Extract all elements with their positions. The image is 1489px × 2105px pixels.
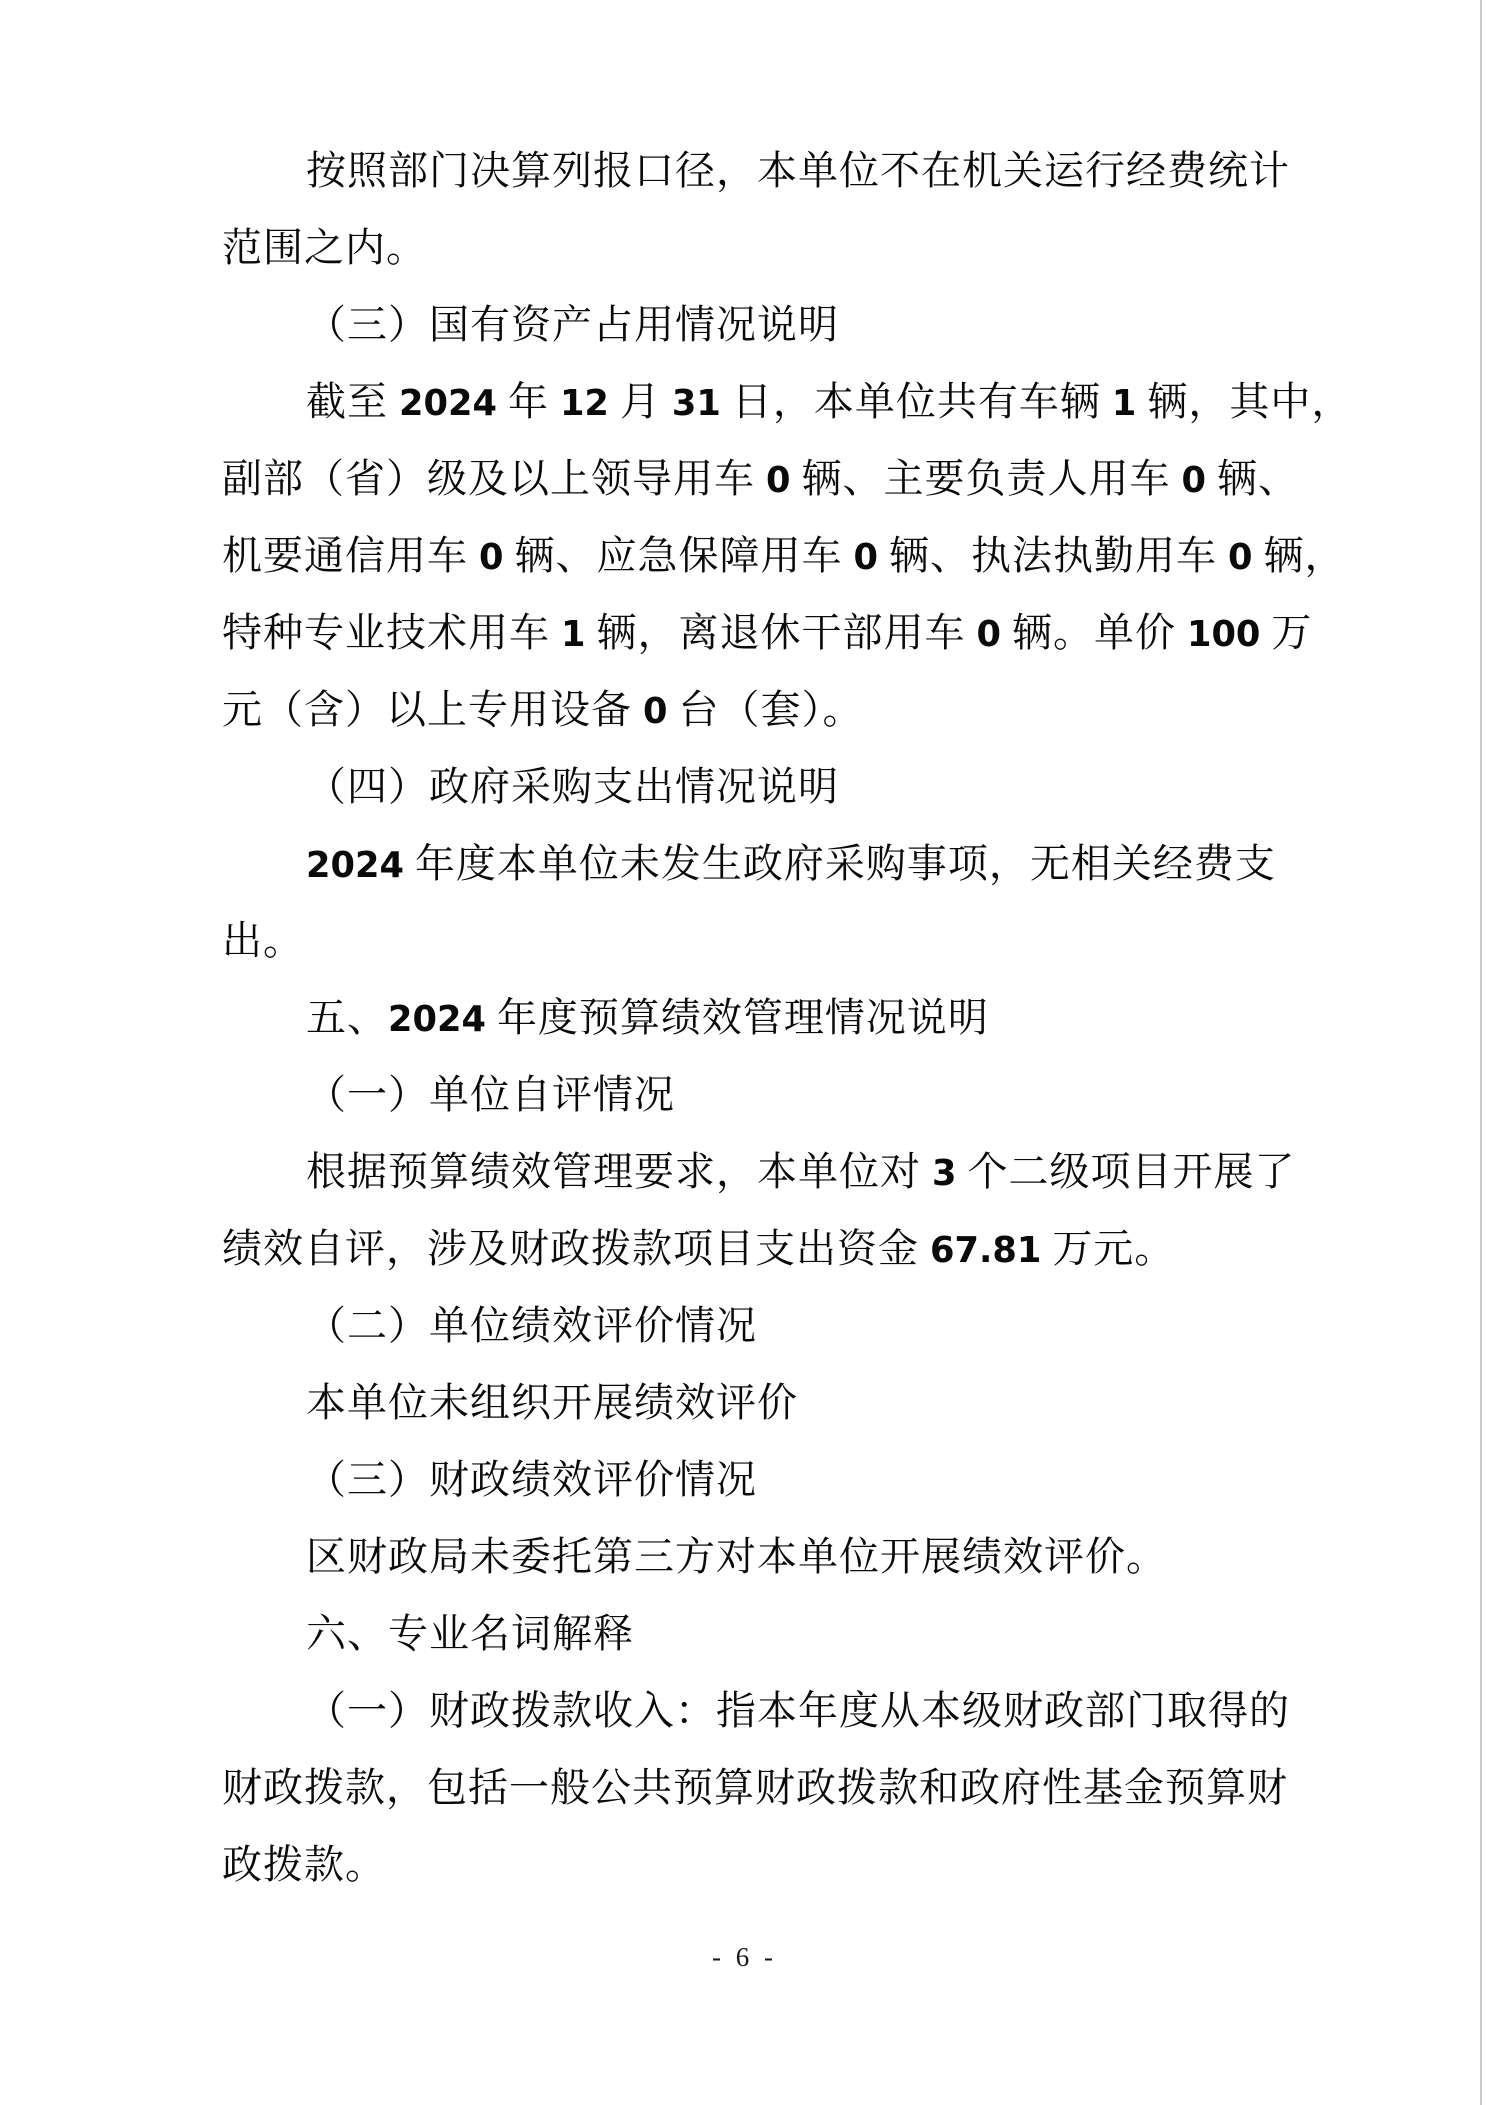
text-line: 六、专业名词解释 [306,1611,634,1656]
text-line: （四）政府采购支出情况说明 [306,764,839,809]
text-line: 机要通信用车 0 辆、应急保障用车 0 辆、执法执勤用车 0 辆， [222,533,1346,578]
text-line: （一）单位自评情况 [306,1072,675,1117]
scan-edge-line [1480,0,1482,2105]
text-line: 区财政局未委托第三方对本单位开展绩效评价。 [306,1534,1167,1579]
text-line: 根据预算绩效管理要求，本单位对 3 个二级项目开展了 [306,1149,1296,1194]
text-line: 范围之内。 [222,225,427,270]
text-line: 本单位未组织开展绩效评价 [306,1380,798,1425]
text-line: 按照部门决算列报口径，本单位不在机关运行经费统计 [306,148,1290,193]
text-line: 出。 [222,918,304,963]
document-body [222,132,1353,1903]
page-number: - 6 - [712,1942,777,1972]
text-line: 绩效自评，涉及财政拨款项目支出资金 67.81 万元。 [222,1226,1176,1271]
text-line: （三）国有资产占用情况说明 [306,302,839,347]
text-line: 财政拨款，包括一般公共预算财政拨款和政府性基金预算财 [222,1765,1288,1810]
text-line: 特种专业技术用车 1 辆，离退休干部用车 0 辆。单价 100 万 [222,610,1313,655]
text-line: 元（含）以上专用设备 0 台（套）。 [222,687,864,732]
text-line: 副部（省）级及以上领导用车 0 辆、主要负责人用车 0 辆、 [222,456,1299,501]
text-line: 五、2024 年度预算绩效管理情况说明 [306,995,989,1040]
text-line: 2024 年度本单位未发生政府采购事项，无相关经费支 [306,841,1276,886]
text-line: （二）单位绩效评价情况 [306,1303,757,1348]
text-line: （一）财政拨款收入：指本年度从本级财政部门取得的 [306,1688,1290,1733]
text-line: （三）财政绩效评价情况 [306,1457,757,1502]
text-line: 截至 2024 年 12 月 31 日，本单位共有车辆 1 辆，其中， [306,379,1353,424]
text-line: 政拨款。 [222,1842,386,1887]
